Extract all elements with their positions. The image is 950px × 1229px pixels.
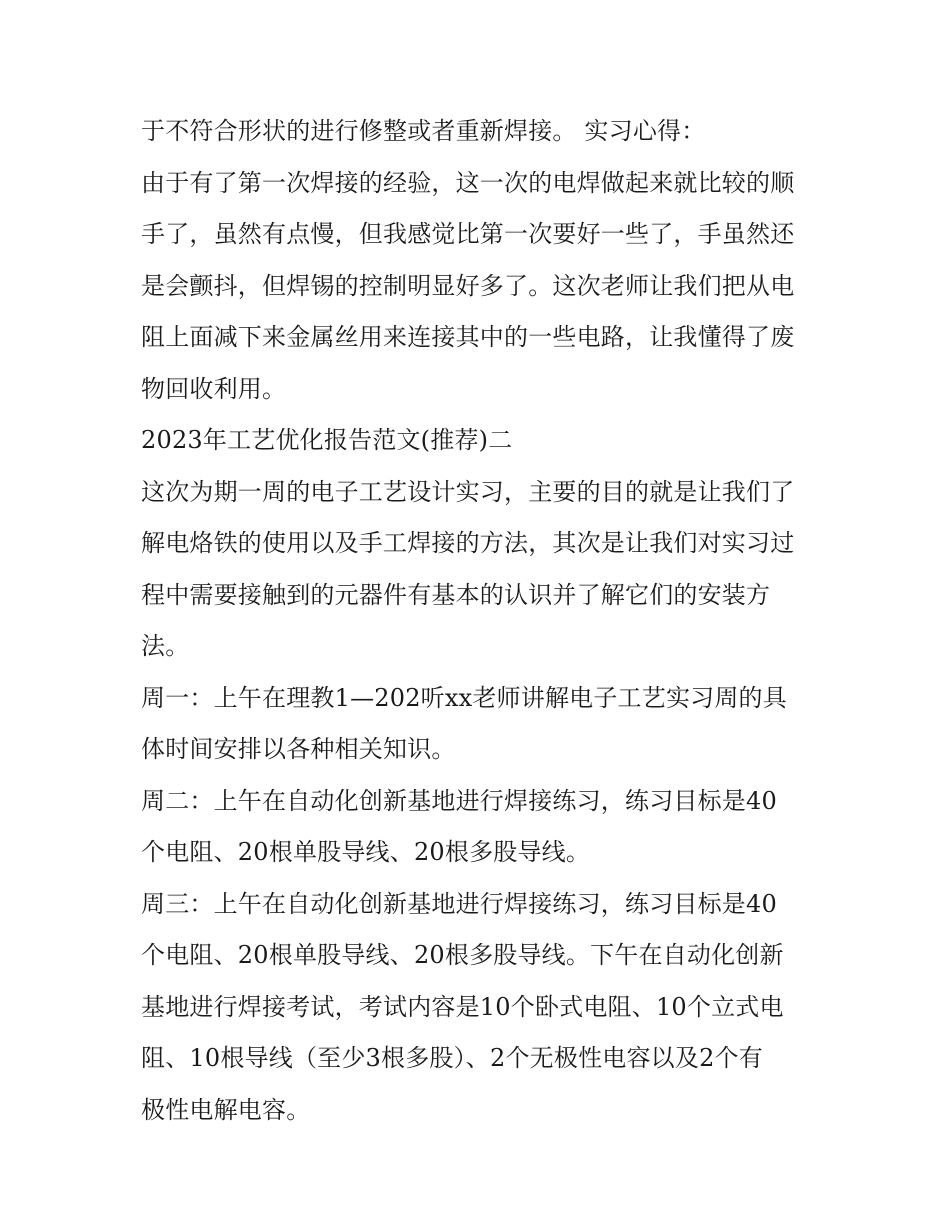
text-line-11: 法。: [141, 632, 190, 660]
text-line-20: 极性电解电容。: [141, 1095, 311, 1124]
text-line-5: 阻上面减下来金属丝用来连接其中的一些电路，让我懂得了废: [141, 323, 795, 351]
text-line-19: 阻、10根导线（至少3根多股）、2个无极性电容以及2个有: [141, 1044, 763, 1072]
text-line-10: 程中需要接触到的元器件有基本的认识并了解它们的安装方: [141, 580, 771, 609]
text-line-4: 是会颤抖，但焊锡的控制明显好多了。这次老师让我们把从电: [141, 271, 795, 300]
text-line-14: 周二：上午在自动化创新基地进行焊接练习，练习目标是40: [141, 786, 777, 815]
text-line-2: 由于有了第一次焊接的经验，这一次的电焊做起来就比较的顺: [141, 168, 795, 197]
text-line-12: 周一：上午在理教1—202听xx老师讲解电子工艺实习周的具: [141, 683, 787, 712]
text-line-16: 周三：上午在自动化创新基地进行焊接练习，练习目标是40: [141, 889, 777, 918]
text-line-8: 这次为期一周的电子工艺设计实习，主要的目的就是让我们了: [141, 477, 795, 506]
text-line-18: 基地进行焊接考试，考试内容是10个卧式电阻、10个立式电: [141, 992, 784, 1021]
text-line-9: 解电烙铁的使用以及手工焊接的方法，其次是让我们对实习过: [141, 529, 795, 557]
section-heading: 2023年工艺优化报告范文(推荐)二: [141, 426, 513, 454]
text-line-15: 个电阻、20根单股导线、20根多股导线。: [141, 838, 591, 866]
text-line-17: 个电阻、20根单股导线、20根多股导线。下午在自动化创新: [141, 941, 784, 969]
text-line-1: 于不符合形状的进行修整或者重新焊接。 实习心得：: [141, 117, 706, 145]
document-page: [141, 106, 821, 1136]
text-line-6: 物回收利用。: [141, 374, 287, 403]
text-line-3: 手了，虽然有点慢，但我感觉比第一次要好一些了，手虽然还: [141, 220, 795, 248]
text-line-13: 体时间安排以各种相关知识。: [141, 735, 456, 763]
